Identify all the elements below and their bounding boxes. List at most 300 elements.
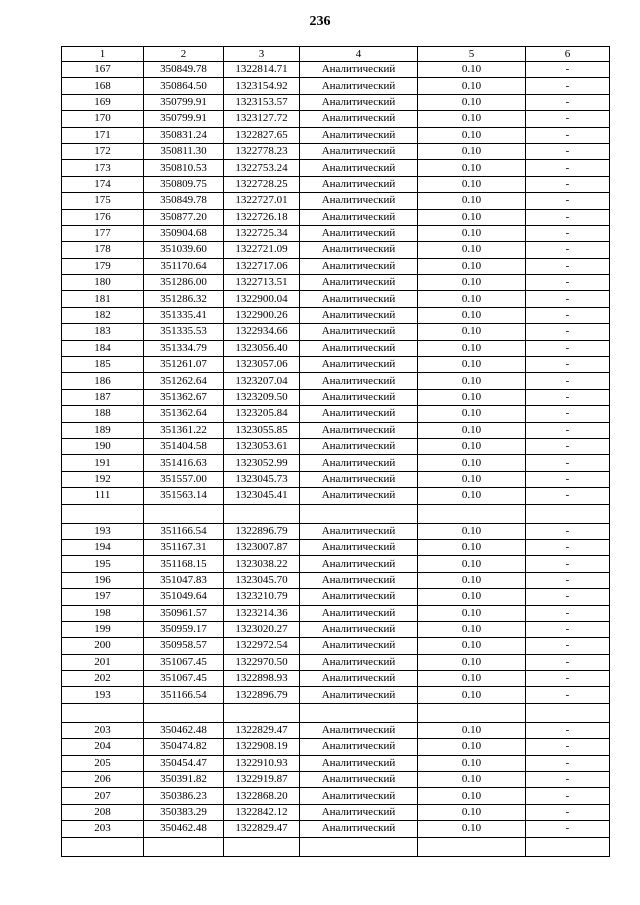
table-cell: - [526,739,610,755]
table-cell: Аналитический [300,739,418,755]
table-cell: - [526,471,610,487]
table-cell [300,703,418,722]
table-row [62,258,610,274]
table-cell: Аналитический [300,193,418,209]
table-cell: 194 [62,539,144,555]
table-cell: 183 [62,324,144,340]
table-cell: 350474.82 [144,739,224,755]
separator-row [62,837,610,856]
table-row [62,291,610,307]
table-cell: - [526,275,610,291]
table-cell: Аналитический [300,406,418,422]
table-cell: 0.10 [418,589,526,605]
table-cell: 350877.20 [144,209,224,225]
table-cell: - [526,654,610,670]
table-row [62,209,610,225]
table-cell: 1322814.71 [224,62,300,78]
table-cell: 172 [62,143,144,159]
table-cell: 197 [62,589,144,605]
table-cell: - [526,788,610,804]
table-cell: 184 [62,340,144,356]
table-cell: Аналитический [300,62,418,78]
table-cell: 1323052.99 [224,455,300,471]
table-cell: Аналитический [300,176,418,192]
table-row [62,671,610,687]
table-cell: Аналитический [300,772,418,788]
table-row [62,225,610,241]
table-cell: - [526,111,610,127]
table-row [62,422,610,438]
table-cell: 182 [62,307,144,323]
table-cell: - [526,340,610,356]
table-cell: 350849.78 [144,193,224,209]
table-row [62,755,610,771]
table-cell: Аналитический [300,523,418,539]
table-cell [224,504,300,523]
table-cell: - [526,488,610,504]
table-cell: Аналитический [300,654,418,670]
table-cell: 1323045.73 [224,471,300,487]
table-cell: Аналитический [300,821,418,837]
table-cell: 350811.30 [144,143,224,159]
table-cell: 351047.83 [144,572,224,588]
table-cell: 186 [62,373,144,389]
table-cell: 1322725.34 [224,225,300,241]
table-cell: 1322728.25 [224,176,300,192]
table-cell: 177 [62,225,144,241]
table-row [62,373,610,389]
table-cell: - [526,821,610,837]
table-cell: 351563.14 [144,488,224,504]
table-row [62,357,610,373]
table-cell: Аналитический [300,788,418,804]
table-row [62,589,610,605]
table-cell: 0.10 [418,739,526,755]
table-cell: 1322934.66 [224,324,300,340]
table-cell: Аналитический [300,291,418,307]
table-cell [526,703,610,722]
table-cell: - [526,357,610,373]
table-cell [526,837,610,856]
table-cell: 351039.60 [144,242,224,258]
table-cell: 187 [62,389,144,405]
table-cell: Аналитический [300,687,418,703]
table-row [62,638,610,654]
table-cell: Аналитический [300,422,418,438]
table-cell: 351362.64 [144,406,224,422]
table-row [62,62,610,78]
table-cell [526,504,610,523]
table-header-row [62,47,610,62]
table-cell: 1323056.40 [224,340,300,356]
table-cell: 167 [62,62,144,78]
table-cell: 0.10 [418,275,526,291]
table-cell: 351334.79 [144,340,224,356]
table-cell: - [526,406,610,422]
table-cell: 350904.68 [144,225,224,241]
table-cell: 0.10 [418,291,526,307]
table-row [62,523,610,539]
table-cell: 351404.58 [144,438,224,454]
table-cell: 1322972.54 [224,638,300,654]
table-cell: - [526,127,610,143]
table-cell: Аналитический [300,324,418,340]
table-cell [144,504,224,523]
table-cell: 178 [62,242,144,258]
table-cell: 351286.32 [144,291,224,307]
table-cell: 1323045.70 [224,572,300,588]
table-cell: Аналитический [300,589,418,605]
table-cell: - [526,638,610,654]
table-cell [62,837,144,856]
table-cell: 180 [62,275,144,291]
table-row [62,539,610,555]
table-cell: 351286.00 [144,275,224,291]
table-cell: 179 [62,258,144,274]
table-cell: - [526,621,610,637]
table-cell: 350809.75 [144,176,224,192]
table-cell: - [526,589,610,605]
table-cell: 1322713.51 [224,275,300,291]
table-cell: 1323020.27 [224,621,300,637]
table-row [62,772,610,788]
table-cell: 199 [62,621,144,637]
table-row [62,242,610,258]
table-cell: - [526,755,610,771]
table-cell: 0.10 [418,638,526,654]
table-row [62,455,610,471]
table-cell: Аналитический [300,671,418,687]
table-cell: 351067.45 [144,654,224,670]
table-cell: 203 [62,821,144,837]
table-cell: 1322910.93 [224,755,300,771]
table-cell [224,837,300,856]
table-cell [418,703,526,722]
table-cell: - [526,671,610,687]
table-cell: 1323038.22 [224,556,300,572]
table-cell: 1323057.06 [224,357,300,373]
table-cell: 1322896.79 [224,687,300,703]
table-cell: 351361.22 [144,422,224,438]
table-cell: 1323205.84 [224,406,300,422]
table-cell: 0.10 [418,127,526,143]
table-cell [144,703,224,722]
table-cell: 1322919.87 [224,772,300,788]
column-header: 2 [144,47,224,62]
table-cell: 1322900.04 [224,291,300,307]
table-cell: - [526,455,610,471]
table-cell: 1323207.04 [224,373,300,389]
table-cell: 351168.15 [144,556,224,572]
table-cell: 185 [62,357,144,373]
table-cell: 1323127.72 [224,111,300,127]
table-cell: 196 [62,572,144,588]
table-cell: 351416.63 [144,455,224,471]
table-cell: 201 [62,654,144,670]
table-cell [418,504,526,523]
table-cell: Аналитический [300,340,418,356]
table-row [62,127,610,143]
table-cell: Аналитический [300,722,418,738]
table-cell: 351261.07 [144,357,224,373]
column-header: 1 [62,47,144,62]
table-cell: 0.10 [418,438,526,454]
table-cell: 0.10 [418,176,526,192]
table-cell: - [526,176,610,192]
table-cell: 189 [62,422,144,438]
table-cell: 1323214.36 [224,605,300,621]
table-cell: 0.10 [418,687,526,703]
table-cell: Аналитический [300,357,418,373]
table-row [62,143,610,159]
table-row [62,111,610,127]
table-row [62,160,610,176]
table-cell: 192 [62,471,144,487]
table-cell: 0.10 [418,78,526,94]
table-cell: 0.10 [418,605,526,621]
table-cell: 1322900.26 [224,307,300,323]
table-row [62,406,610,422]
table-row [62,605,610,621]
table-cell: 0.10 [418,755,526,771]
table-row [62,788,610,804]
table-cell: 175 [62,193,144,209]
table-row [62,307,610,323]
table-cell: 1322898.93 [224,671,300,687]
table-cell: - [526,291,610,307]
table-cell: 0.10 [418,225,526,241]
table-cell: - [526,373,610,389]
table-cell: - [526,804,610,820]
table-cell: 0.10 [418,209,526,225]
table-cell [62,504,144,523]
table-cell: Аналитический [300,556,418,572]
table-cell: 1323209.50 [224,389,300,405]
table-cell: Аналитический [300,111,418,127]
table-row [62,324,610,340]
table-cell: 351166.54 [144,523,224,539]
table-cell: - [526,523,610,539]
table-cell [300,837,418,856]
table-cell: 350810.53 [144,160,224,176]
table-cell: 0.10 [418,572,526,588]
table-cell: 203 [62,722,144,738]
table-cell: 0.10 [418,422,526,438]
table-cell: 0.10 [418,373,526,389]
table-cell: - [526,242,610,258]
table-cell: - [526,62,610,78]
table-row [62,556,610,572]
table-cell: - [526,307,610,323]
table-cell: Аналитический [300,160,418,176]
column-header: 5 [418,47,526,62]
table-cell: 0.10 [418,143,526,159]
table-row [62,488,610,504]
table-cell: - [526,572,610,588]
table-row [62,78,610,94]
table-cell: - [526,94,610,110]
table-cell: Аналитический [300,755,418,771]
table-cell: 205 [62,755,144,771]
table-cell: Аналитический [300,438,418,454]
table-cell: 350799.91 [144,94,224,110]
table-cell: 351067.45 [144,671,224,687]
table-cell: 208 [62,804,144,820]
table-cell: - [526,209,610,225]
table-cell: Аналитический [300,225,418,241]
table-cell: 206 [62,772,144,788]
table-cell: 1322726.18 [224,209,300,225]
table-cell: - [526,687,610,703]
table-row [62,471,610,487]
table-cell: Аналитический [300,455,418,471]
table-cell: 0.10 [418,772,526,788]
table-cell: 0.10 [418,242,526,258]
table-cell: 0.10 [418,340,526,356]
table-cell: 0.10 [418,556,526,572]
table-cell: 169 [62,94,144,110]
table-row [62,739,610,755]
table-cell: 351362.67 [144,389,224,405]
table-cell: 0.10 [418,324,526,340]
table-cell: Аналитический [300,389,418,405]
table-row [62,821,610,837]
table-cell: 351167.31 [144,539,224,555]
table-cell: 0.10 [418,821,526,837]
table-cell: Аналитический [300,78,418,94]
table-cell: - [526,438,610,454]
table-cell: 0.10 [418,804,526,820]
table-row [62,176,610,192]
table-cell: 350961.57 [144,605,224,621]
table-cell: 351262.64 [144,373,224,389]
table-cell: 0.10 [418,389,526,405]
table-cell: 191 [62,455,144,471]
table-row [62,275,610,291]
table-cell: 174 [62,176,144,192]
table-cell: 1323153.57 [224,94,300,110]
table-cell: 350831.24 [144,127,224,143]
table-cell: 350383.29 [144,804,224,820]
table-cell: 170 [62,111,144,127]
table-cell: 0.10 [418,160,526,176]
table-cell: 1322829.47 [224,722,300,738]
table-cell: 171 [62,127,144,143]
table-row [62,621,610,637]
column-header: 4 [300,47,418,62]
table-row [62,340,610,356]
table-cell: 200 [62,638,144,654]
coordinates-table [61,46,610,857]
table-cell: - [526,225,610,241]
table-cell: 1322868.20 [224,788,300,804]
table-cell: 0.10 [418,488,526,504]
table-cell: 1322827.65 [224,127,300,143]
table-cell: 351049.64 [144,589,224,605]
column-header: 6 [526,47,610,62]
table-cell: 0.10 [418,111,526,127]
table-cell [62,703,144,722]
table-cell: Аналитический [300,605,418,621]
table-cell: 350849.78 [144,62,224,78]
table-cell: 1322717.06 [224,258,300,274]
table-cell: 1322829.47 [224,821,300,837]
table-cell: Аналитический [300,471,418,487]
table-cell: - [526,324,610,340]
table-cell [224,703,300,722]
table-cell: 1323007.87 [224,539,300,555]
table-row [62,389,610,405]
table-cell: 1322842.12 [224,804,300,820]
table-cell: Аналитический [300,539,418,555]
table-row [62,193,610,209]
table-cell: 198 [62,605,144,621]
table-row [62,722,610,738]
table-cell: 1322727.01 [224,193,300,209]
table-row [62,572,610,588]
table-cell: - [526,556,610,572]
table-cell: Аналитический [300,307,418,323]
table-cell: - [526,160,610,176]
table-cell: 0.10 [418,406,526,422]
table-cell: 0.10 [418,307,526,323]
table-cell: 204 [62,739,144,755]
table-cell: Аналитический [300,127,418,143]
table-cell: Аналитический [300,638,418,654]
table-cell: 168 [62,78,144,94]
table-cell: - [526,539,610,555]
table-cell: 1322970.50 [224,654,300,670]
table-cell: Аналитический [300,804,418,820]
table-row [62,438,610,454]
table-cell: 351557.00 [144,471,224,487]
table-cell: 202 [62,671,144,687]
table-cell: Аналитический [300,242,418,258]
table-cell: 350959.17 [144,621,224,637]
table-cell: Аналитический [300,488,418,504]
table-row [62,94,610,110]
table-cell: 1322896.79 [224,523,300,539]
table-cell: 1323055.85 [224,422,300,438]
table-cell: 0.10 [418,671,526,687]
table-cell: Аналитический [300,275,418,291]
table-cell: Аналитический [300,94,418,110]
table-cell: 195 [62,556,144,572]
table-cell: 173 [62,160,144,176]
table-cell: - [526,722,610,738]
table-cell: 351166.54 [144,687,224,703]
table-cell: 0.10 [418,539,526,555]
table-cell: 350864.50 [144,78,224,94]
table-cell: 1322908.19 [224,739,300,755]
table-cell: 351335.41 [144,307,224,323]
table-cell: 0.10 [418,455,526,471]
table-cell: 0.10 [418,258,526,274]
table-cell: - [526,605,610,621]
table-cell: 193 [62,523,144,539]
table-cell: 1323154.92 [224,78,300,94]
column-header: 3 [224,47,300,62]
table-cell: 0.10 [418,654,526,670]
table-cell: 1323210.79 [224,589,300,605]
table-cell: 350391.82 [144,772,224,788]
table-row [62,687,610,703]
table-cell: 0.10 [418,357,526,373]
table-cell: 0.10 [418,193,526,209]
table-cell: 350799.91 [144,111,224,127]
table-cell [418,837,526,856]
table-cell: 351170.64 [144,258,224,274]
